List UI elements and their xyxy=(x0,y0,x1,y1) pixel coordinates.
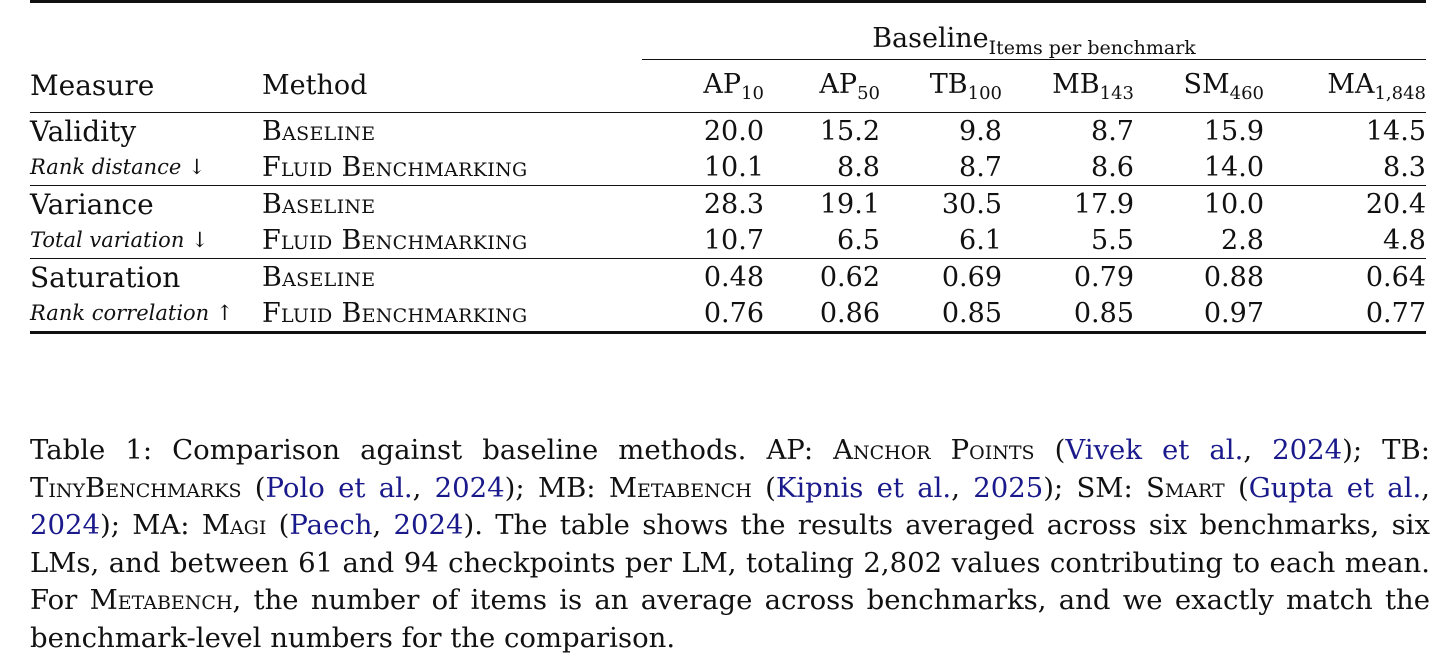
value-cell: 0.86 xyxy=(819,297,880,329)
measure-name: Validity xyxy=(30,114,137,148)
value-cell: 0.69 xyxy=(941,261,1002,293)
value-cell: 14.5 xyxy=(1365,115,1426,147)
value-cell: 19.1 xyxy=(819,188,880,220)
method-name-smallcaps: Metabench xyxy=(608,471,752,504)
caption-text: ( xyxy=(1224,471,1249,504)
caption-text: , xyxy=(951,471,974,504)
column-header-base: TB xyxy=(929,68,968,100)
table-row xyxy=(30,113,1426,150)
caption-text: ); SM: xyxy=(1043,471,1147,504)
column-header-subscript: 1,848 xyxy=(1374,82,1426,104)
column-header-base: MB xyxy=(1052,68,1100,100)
citation-link[interactable]: Vivek et al. xyxy=(1065,434,1244,466)
column-header-subscript: 460 xyxy=(1229,82,1264,104)
citation-link[interactable]: 2024 xyxy=(393,509,464,541)
column-header-row xyxy=(30,60,1426,113)
caption-text: ); MB: xyxy=(504,471,609,504)
citation-link[interactable]: Polo et al. xyxy=(265,471,413,504)
group-header-row xyxy=(30,2,1426,60)
method-name-smallcaps: TinyBenchmarks xyxy=(30,471,242,504)
table-row xyxy=(30,149,1426,186)
method-name-smallcaps: Anchor Points xyxy=(833,434,1035,466)
citation-link[interactable]: Paech xyxy=(289,509,373,541)
caption-text: , xyxy=(1243,434,1273,466)
value-cell: 2.8 xyxy=(1221,224,1264,256)
method-name: Baseline xyxy=(262,188,376,220)
value-cell: 0.88 xyxy=(1203,261,1264,293)
caption-text: ). The table shows the results averaged across six benchmarks, six LMs, and between 61 and 94 checkpoints per LM, totaling 2,802 values contributing to each mean. For xyxy=(30,509,1430,616)
value-cell: 17.9 xyxy=(1073,188,1134,220)
value-cell: 0.85 xyxy=(941,297,1002,329)
value-cell: 9.8 xyxy=(959,115,1002,147)
value-cell: 15.9 xyxy=(1203,115,1264,147)
column-header-subscript: 50 xyxy=(857,82,880,104)
measure-detail: Total variation ↓ xyxy=(30,228,209,252)
table-row xyxy=(30,295,1426,333)
value-cell: 0.97 xyxy=(1203,297,1264,329)
caption-text: Table 1: Comparison against baseline methods. AP: xyxy=(30,434,834,466)
value-cell: 0.76 xyxy=(703,297,764,329)
value-cell: 6.1 xyxy=(959,224,1002,256)
value-cell: 8.8 xyxy=(837,151,880,183)
value-cell: 15.2 xyxy=(819,115,880,147)
value-cell: 20.4 xyxy=(1365,188,1426,220)
method-name-smallcaps: Magi xyxy=(201,509,267,541)
value-cell: 8.6 xyxy=(1091,151,1134,183)
citation-link[interactable]: 2024 xyxy=(434,471,505,504)
table-row xyxy=(30,186,1426,223)
value-cell: 10.1 xyxy=(703,151,764,183)
value-cell: 10.0 xyxy=(1203,188,1264,220)
method-header: Method xyxy=(262,70,368,102)
caption-text: ( xyxy=(751,471,776,504)
measure-name: Saturation xyxy=(30,260,181,294)
column-header-base: AP xyxy=(819,68,858,100)
column-header-sm-460 xyxy=(1134,60,1264,113)
table-row xyxy=(30,222,1426,259)
group-header-subscript: Items per benchmark xyxy=(988,37,1196,59)
caption-text: ( xyxy=(241,471,266,504)
value-cell: 0.85 xyxy=(1073,297,1134,329)
column-header-tb-100 xyxy=(880,60,1002,113)
value-cell: 0.77 xyxy=(1365,297,1426,329)
value-cell: 20.0 xyxy=(703,115,764,147)
measure-detail: Rank correlation ↑ xyxy=(30,301,234,325)
value-cell: 0.62 xyxy=(819,261,880,293)
column-header-ap-50 xyxy=(764,60,880,113)
citation-link[interactable]: 2025 xyxy=(973,471,1044,504)
value-cell: 28.3 xyxy=(703,188,764,220)
column-header-base: MA xyxy=(1327,68,1375,100)
method-name: Fluid Benchmarking xyxy=(262,224,528,256)
caption-text: , xyxy=(372,509,394,541)
citation-link[interactable]: 2024 xyxy=(30,509,100,541)
citation-link[interactable]: Gupta et al. xyxy=(1248,471,1422,504)
results-table xyxy=(30,0,1426,334)
citation-link[interactable]: 2024 xyxy=(1272,434,1343,466)
column-header-subscript: 100 xyxy=(967,82,1002,104)
column-header-base: AP xyxy=(703,68,742,100)
table-body xyxy=(30,113,1426,333)
table-row xyxy=(30,259,1426,296)
column-header-mb-143 xyxy=(1002,60,1134,113)
column-header-subscript: 10 xyxy=(741,82,764,104)
method-name: Baseline xyxy=(262,261,376,293)
caption-text: , the number of items is an average across benchmarks, and we exactly match the benchmark-level numbers for the comparison. xyxy=(30,584,1430,654)
measure-header: Measure xyxy=(30,69,155,103)
value-cell: 0.64 xyxy=(1365,261,1426,293)
method-name: Fluid Benchmarking xyxy=(262,151,528,183)
column-header-subscript: 143 xyxy=(1099,82,1134,104)
caption-text: ); TB: xyxy=(1342,434,1430,466)
caption-text: ( xyxy=(266,509,290,541)
method-name-smallcaps: Smart xyxy=(1146,471,1225,504)
value-cell: 0.79 xyxy=(1073,261,1134,293)
citation-link[interactable]: Kipnis et al. xyxy=(775,471,952,504)
column-header-ap-10 xyxy=(642,60,764,113)
value-cell: 5.5 xyxy=(1091,224,1134,256)
caption-text: , xyxy=(1421,471,1430,504)
value-cell: 4.8 xyxy=(1383,224,1426,256)
column-header-base: SM xyxy=(1183,68,1230,100)
measure-name: Variance xyxy=(30,187,154,221)
value-cell: 8.7 xyxy=(959,151,1002,183)
group-header-label: Baseline xyxy=(872,23,989,54)
value-cell: 30.5 xyxy=(941,188,1002,220)
method-name-smallcaps: Metabench xyxy=(89,584,233,616)
caption-text: , xyxy=(412,471,435,504)
value-cell: 14.0 xyxy=(1203,151,1264,183)
baseline-group-header xyxy=(642,2,1426,60)
value-cell: 0.48 xyxy=(703,261,764,293)
value-cell: 8.3 xyxy=(1383,151,1426,183)
method-name: Fluid Benchmarking xyxy=(262,297,528,329)
caption-text: ( xyxy=(1034,434,1066,466)
results-table-container xyxy=(30,0,1426,334)
method-name: Baseline xyxy=(262,115,376,147)
caption-text: ); MA: xyxy=(100,509,202,541)
value-cell: 8.7 xyxy=(1091,115,1134,147)
value-cell: 6.5 xyxy=(837,224,880,256)
value-cell: 10.7 xyxy=(703,224,764,256)
column-header-ma-1848 xyxy=(1264,60,1426,113)
measure-detail: Rank distance ↓ xyxy=(30,155,206,179)
table-caption xyxy=(30,432,1430,657)
